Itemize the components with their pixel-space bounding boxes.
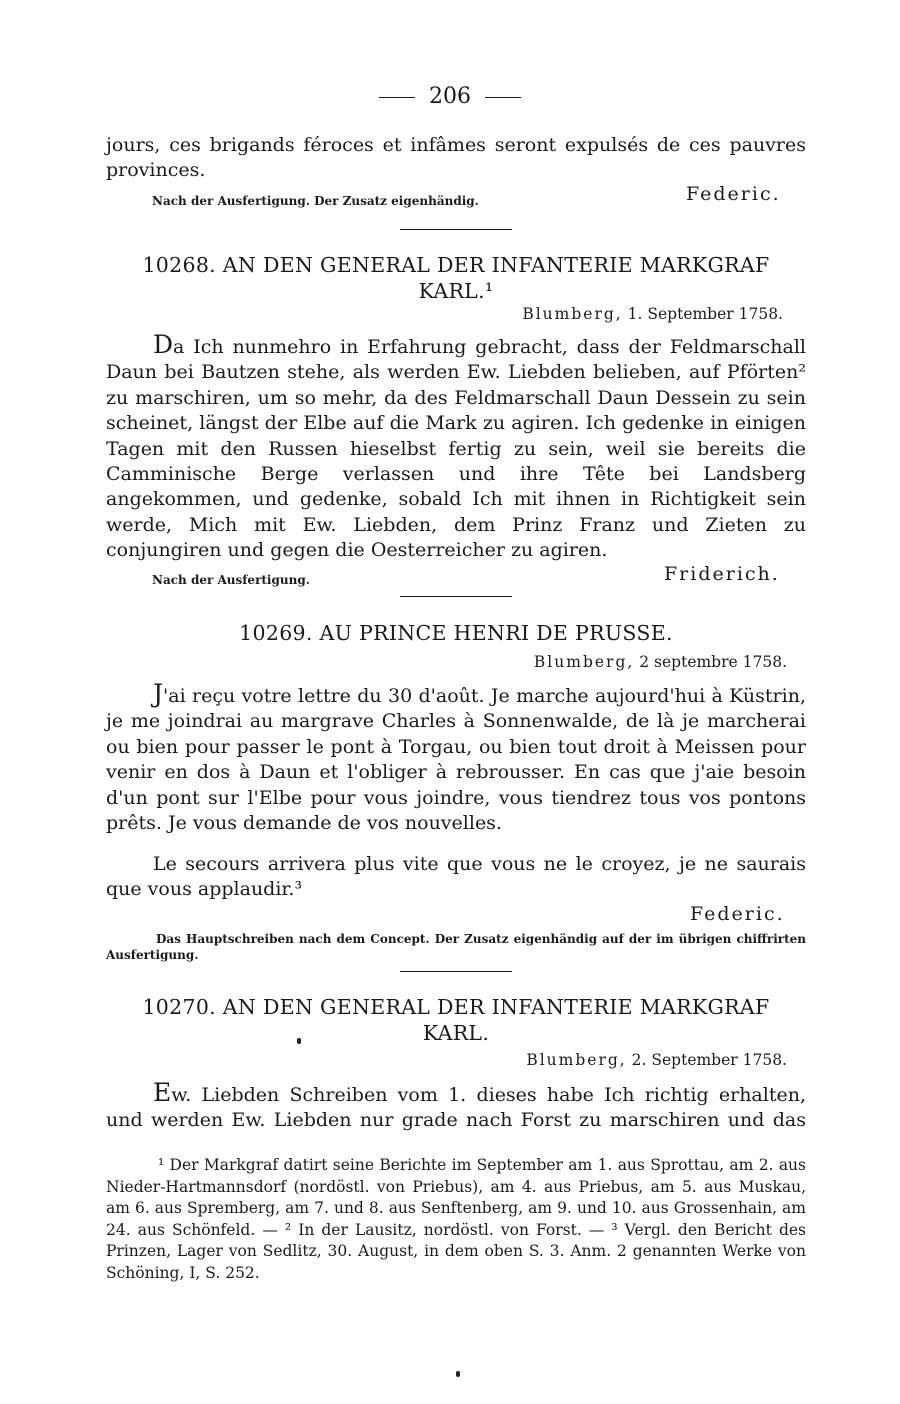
source-note: Nach der Ausfertigung. [152, 573, 310, 587]
signature: Federic. [686, 183, 781, 205]
date-place: Blumberg, [526, 1051, 627, 1069]
postscript-paragraph [106, 852, 806, 903]
date-value: 2 septembre 1758. [639, 653, 787, 671]
body-paragraph [106, 1080, 806, 1134]
footnotes-text: ¹ Der Markgraf datirt seine Berichte im September am 1. aus Sprottau, am 2. aus Nieder-Hartmannsdorf (nordöstl. von Priebus), am 4. aus Priebus, am 5. aus Muskau, am 6. aus Spremberg, am 7. und 8. aus Senftenberg, am 9. und 10. aus Grossenhain, am 24. aus Schönfeld. — ² In der Lausitz, nordöstl. von Forst. — ³ Vergl. den Bericht des Prinzen, Lager von Sedlitz, 30. August, in dem oben S. 3. Anm. 2 genannten Werke von Schöning, I, S. 252. [106, 1156, 806, 1282]
heading-line: KARL. [422, 1021, 490, 1045]
section-divider [400, 229, 512, 230]
date-value: 2. September 1758. [631, 1051, 787, 1069]
source-note: Das Hauptschreiben nach dem Concept. Der Zusatz eigenhändig auf der im übrigen chiffrirten Ausfertigung. [106, 932, 806, 962]
dropcap: E [153, 1078, 172, 1107]
body-text: w. Liebden Schreiben vom 1. dieses habe Ich richtig erhalten, und werden Ew. Liebden nur grade nach Forst zu marschiren und das [106, 1084, 806, 1132]
heading-line: KARL.¹ [418, 279, 494, 303]
signature: Friderich. [664, 563, 780, 585]
letter-date [534, 653, 787, 671]
letter-body [106, 1080, 806, 1134]
header-dash-left [379, 97, 415, 98]
letter-heading [106, 995, 806, 1045]
letter-body [106, 332, 806, 564]
postscript-text: Le secours arrivera plus vite que vous ne le croyez, je ne saurais que vous applaudir.³ [106, 853, 806, 901]
letter-date [526, 1051, 787, 1069]
signature: Federic. [690, 903, 785, 925]
body-paragraph [106, 681, 806, 836]
date-place: Blumberg, [533, 653, 635, 671]
letter-heading [106, 621, 806, 645]
text-line: jours, ces brigands féroces et infâmes seront expulsés de ces pauvres [106, 134, 806, 156]
letter-continuation-text [106, 133, 806, 184]
body-paragraph [106, 332, 806, 564]
footnotes [106, 1155, 806, 1285]
page-number: 206 [429, 84, 471, 109]
letter-heading [106, 253, 806, 303]
body-text: a Ich nunmehro in Erfahrung gebracht, dass der Feldmarschall Daun bei Bautzen stehe, als werden Ew. Liebden belieben, auf Pförten² zu marschiren, um so mehr, da des Feldmarschall Daun Dessein zu sein scheinet, längst der Elbe auf die Mark zu agiren. Ich gedenke in einigen Tagen mit den Russen hieselbst fertig zu sein, weil sie bereits die Camminische Berge verlassen und ihre Tête bei Landsberg angekommen, und gedenke, sobald Ich mit ihnen in Richtigkeit sein werde, Mich mit Ew. Liebden, dem Prinz Franz und Zieten zu conjungiren und gegen die Oesterreicher zu agiren. [106, 336, 806, 562]
text-line: provinces. [106, 159, 206, 182]
dropcap: D [153, 330, 174, 359]
date-place: Blumberg, [522, 305, 623, 323]
source-note: Nach der Ausfertigung. Der Zusatz eigenhändig. [152, 194, 479, 208]
dropcap: J [153, 679, 164, 708]
section-divider [400, 971, 512, 972]
letter-body [106, 681, 806, 836]
letter-date [522, 305, 783, 323]
heading-line: 10270. AN DEN GENERAL DER INFANTERIE MARKGRAF [142, 995, 770, 1019]
section-divider [400, 596, 512, 597]
page-number-header [0, 84, 900, 109]
ink-speck [297, 1038, 301, 1044]
body-text: 'ai reçu votre lettre du 30 d'août. Je marche aujourd'hui à Küstrin, je me joindrai au margrave Charles à Sonnenwalde, de là je marcherai ou bien pour passer le pont à Torgau, ou bien tout droit à Meissen pour venir en dos à Daun et l'obliger à rebrousser. En cas que j'aie besoin d'un pont sur l'Elbe pour vous joindre, vous tiendrez tous vos pontons prêts. Je vous demande de vos nouvelles. [106, 685, 806, 835]
ink-speck [456, 1371, 460, 1377]
date-value: 1. September 1758. [627, 305, 783, 323]
heading-line: 10269. AU PRINCE HENRI DE PRUSSE. [239, 621, 673, 645]
header-dash-right [485, 97, 521, 98]
letter-postscript [106, 852, 806, 903]
heading-line: 10268. AN DEN GENERAL DER INFANTERIE MARKGRAF [142, 253, 770, 277]
